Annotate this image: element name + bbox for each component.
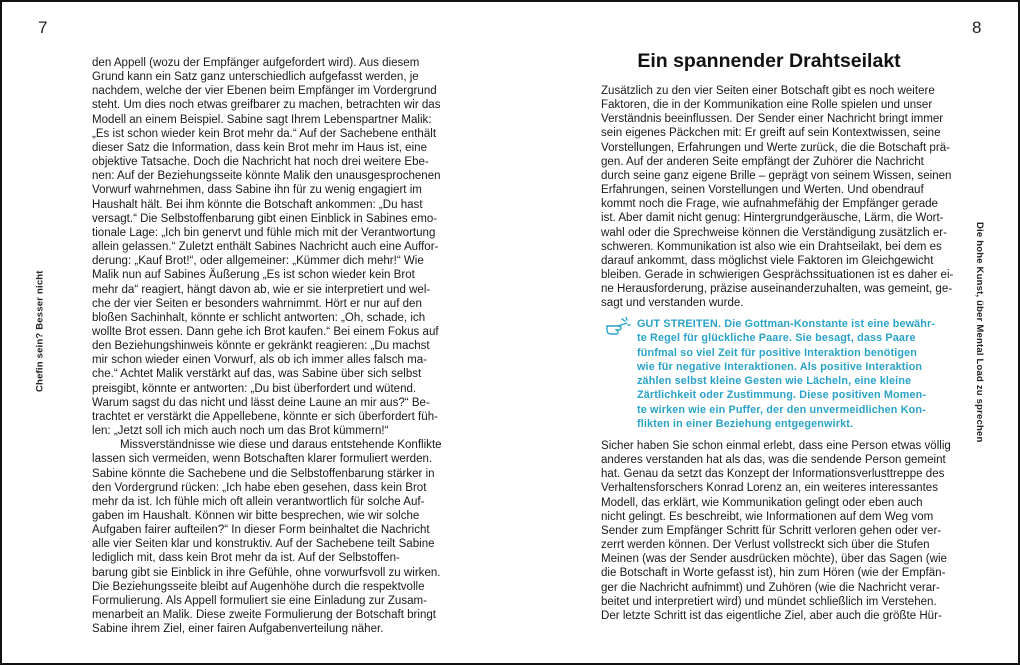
text-line: barung gibt sie Einblick in ihre Gefühle, ohne vorwurfsvoll zu wirken. — [92, 566, 441, 579]
text-line: Faktoren, die in der Kommunikation eine Rolle spielen und unser — [601, 99, 933, 112]
text-line: Formulierung. Als Appell formuliert sie eine Einladung zur Zusam- — [92, 594, 428, 607]
text-line: Sender zum Empfänger Schritt für Schritt verloren gehen oder ver- — [601, 524, 942, 537]
text-line: menarbeit an Malik. Diese zweite Formulierung der Botschaft bringt — [92, 609, 436, 622]
text-line: lediglich mit, dass kein Brot mehr da ist. Auf der Selbstoffen- — [92, 552, 400, 565]
left-page-body — [92, 56, 442, 636]
tip-box — [605, 317, 941, 431]
text-line: Zusätzlich zu den vier Seiten einer Botschaft gibt es noch weitere — [601, 85, 935, 97]
text-line: Missverständnisse wie diese und daraus entstehende Konflikte — [120, 439, 442, 452]
text-line: anderes verstanden hat als das, was die sendende Person gemeint — [601, 454, 946, 467]
tip-line: zählen selbst kleine Gesten wie Lächeln, eine kleine — [637, 375, 912, 388]
text-line: bleiben. Gerade in schwierigen Gesprächssituationen ist es daher ei- — [601, 269, 954, 282]
text-line: nicht gelingt. Es beschreibt, wie Informationen auf dem Weg vom — [601, 510, 934, 523]
text-line: bloßen Sachinhalt, könnte er schlicht antworten: „Oh, schade, ich — [92, 311, 426, 324]
text-line: dieser Satz die Information, dass kein Brot mehr im Haus ist, eine — [92, 141, 428, 154]
text-line: alle vier Seiten klar und konstruktiv. Auf der Sachebene teilt Sabine — [92, 538, 435, 551]
tip-line: GUT STREITEN. Die Gottman-Konstante ist eine bewähr- — [637, 318, 936, 330]
text-line: mehr da ist. Ich fühle mich oft allein verantwortlich für solche Auf- — [92, 495, 425, 508]
text-line: wollte Brot essen. Dann gehe ich Brot kaufen.“ Bei einem Fokus auf — [92, 325, 439, 338]
text-line: sagt und verstanden wurde. — [601, 297, 744, 310]
tip-text — [605, 317, 941, 431]
text-line: che.“ Achtet Malik verstärkt auf das, was Sabine über sich selbst — [92, 368, 422, 381]
text-line: nen: Auf der Beziehungsseite könnte Malik den unausgesprochenen — [92, 170, 441, 183]
text-line: trachtet er verstärkt die Appellebene, könnte er sich überfordert füh- — [92, 410, 438, 423]
text-line: gaben im Haushalt. Können wir bitte besprechen, wie wir solche — [92, 510, 420, 522]
text-line: schweren. Kommunikation ist also wie ein Drahtseilakt, bei dem es — [601, 240, 942, 253]
text-line: Verhaltensforschers Konrad Lorenz an, ein weiteres interessantes — [601, 482, 938, 495]
text-line: „Es ist schon wieder kein Brot mehr da.“ Auf der Sachebene enthält — [92, 127, 437, 140]
text-line: preisgibt, könnte er antworten: „Du bist überfordert und wütend. — [92, 382, 417, 395]
text-line: Warum sagst du das nicht und lässt deine Laune an mir aus?“ Be- — [92, 396, 430, 409]
text-line: tionale Lage: „Ich bin genervt und fühle mich mit der Verantwortung — [92, 226, 436, 239]
right-page-body-top — [601, 84, 954, 311]
text-line: den Beziehungshinweis könnte er gekränkt reagieren: „Du machst — [92, 340, 430, 353]
text-line: Grund kann ein Satz ganz unterschiedlich aufgefasst werden, je — [92, 71, 419, 84]
text-line: steht. Um dies noch etwas greifbarer zu machen, betrachten wir das — [92, 99, 441, 112]
tip-line: te Regel für glückliche Paare. Sie besagt, dass Paare — [637, 332, 916, 345]
text-line: Meinen (was der Sender ausdrücken möchte), über das Sagen (wie — [601, 553, 947, 566]
tip-line: te wirken wie ein Puffer, der den unvermeidlichen Kon- — [637, 403, 926, 416]
text-line: Sabine ihrem Ziel, einer fairen Aufgabenverteilung näher. — [92, 623, 384, 636]
text-line: kommt noch die Frage, wie aufnahmefähig der Empfänger gerade — [601, 198, 938, 211]
text-line: Der letzte Schritt ist das eigentliche Ziel, aber auch die größte Hür- — [601, 609, 942, 622]
text-line: derung: „Kauf Brot!“, oder allgemeiner: „Kümmer dich mehr!“ Wie — [92, 255, 424, 268]
text-line: gen. Auf der anderen Seite empfängt der Zuhörer die Nachricht — [601, 155, 924, 168]
page-number-right: 8 — [972, 18, 982, 37]
text-line: Aufgaben fairer aufteilen?“ In dieser Form beinhaltet die Nachricht — [92, 524, 430, 537]
right-page-body-bottom — [601, 439, 951, 623]
text-line: Malik nun auf Sabines Äußerung „Es ist schon wieder kein Brot — [92, 269, 415, 282]
text-line: ist. Aber damit nicht genug: Hintergrundgeräusche, Lärm, die Wort- — [601, 212, 944, 225]
text-line: objektive Tatsache. Doch die Nachricht hat noch drei weitere Ebe- — [92, 156, 429, 169]
text-line: wahl oder die Sprechweise können die Verständigung zusätzlich er- — [601, 226, 947, 239]
tip-line: wie für negative Interaktionen. Als positive Interaktion — [637, 360, 923, 373]
tip-line: fünfmal so viel Zeit für positive Interaktion benötigen — [637, 346, 918, 359]
text-line: mir schon wieder einen Vorwurf, als ob ich immer alles falsch ma- — [92, 354, 427, 367]
section-heading: Ein spannender Drahtseilakt — [637, 50, 901, 72]
text-line: che der vier Seiten er besonders wahrnimmt. Hört er nur auf den — [92, 297, 422, 310]
page-number-left: 7 — [38, 18, 48, 37]
text-line: mehr da“ reagiert, hängt davon ab, wie er sie interpretiert und wel- — [92, 283, 431, 296]
text-line: beitet und interpretiert wird) und mündet schließlich im Verstehen. — [601, 595, 937, 608]
text-line: nachdem, welche der vier Ebenen beim Empfänger im Vordergrund — [92, 85, 437, 98]
text-line: hat. Genau da setzt das Konzept der Informationsverlusttreppe des — [601, 468, 945, 481]
running-head-left: Chefin sein? Besser nicht — [34, 270, 46, 392]
text-line: durch seine ganz eigene Brille – geprägt von seinem Wissen, seinen — [601, 169, 952, 182]
pointing-hand-icon — [605, 317, 631, 337]
text-line: sein eigenes Päckchen mit: Er greift auf sein Kontextwissen, seine — [601, 127, 941, 140]
text-line: zerrt werden können. Der Verlust vollstreckt sich über die Stufen — [601, 539, 930, 552]
text-line: Modell, das erklärt, wie Kommunikation gelingt oder eben auch — [601, 496, 923, 509]
text-line: Sabine könnte die Sachebene und die Selbstoffenbarung stärker in — [92, 467, 435, 480]
text-line: lassen sich vermeiden, wenn Botschaften klarer formuliert werden. — [92, 453, 433, 466]
text-line: Vorwurf wahrnehmen, dass Sabine ihn für zu wenig engagiert im — [92, 184, 422, 197]
text-line: die Botschaft in Worte gefasst ist), hin zum Hören (wie der Empfän- — [601, 567, 946, 580]
text-line: ne Herausforderung, präzise auseinanderzuhalten, was gemeint, ge- — [601, 283, 953, 296]
text-line: Vorstellungen, Erfahrungen und Werte zurück, die die Botschaft prä- — [601, 141, 950, 154]
tip-line: Zärtlichkeit oder Zustimmung. Diese positiven Momen- — [637, 389, 927, 402]
text-line: Modell an einem Beispiel. Sabine sagt Ihrem Lebenspartner Malik: — [92, 113, 432, 126]
text-line: ger die Nachricht aufnimmt) und Zuhören (wie die Nachricht verar- — [601, 581, 940, 594]
text-line: Haushalt hält. Bei ihm könnte die Botschaft ankommen: „Du hast — [92, 198, 423, 211]
text-line: Die Beziehungsseite bleibt auf Augenhöhe durch die respektvolle — [92, 580, 425, 593]
running-head-right: Die hohe Kunst, über Mental Load zu sprechen — [974, 222, 985, 443]
text-line: allein gelassen.“ Zuletzt enthält Sabines Nachricht auch eine Auffor- — [92, 241, 439, 254]
text-line: darauf ankommt, dass möglichst viele Faktoren im Gleichgewicht — [601, 254, 934, 267]
text-line: len: „Jetzt soll ich mich auch noch um das Brot kümmern!“ — [92, 425, 389, 438]
text-line: Verständnis beeinflussen. Der Sender einer Nachricht bringt immer — [601, 113, 944, 126]
text-line: versagt.“ Die Selbstoffenbarung gibt einen Einblick in Sabines emo- — [92, 212, 438, 225]
text-line: Erfahrungen, seinen Vorstellungen und Werten. Und obendrauf — [601, 184, 924, 197]
text-line: den Appell (wozu der Empfänger aufgefordert wird). Aus diesem — [92, 57, 420, 69]
tip-line: flikten in einer Beziehung entgegenwirkt. — [637, 418, 854, 431]
text-line: den Vordergrund rücken: „Ich habe eben gesehen, dass kein Brot — [92, 481, 427, 494]
text-line: Sicher haben Sie schon einmal erlebt, dass eine Person etwas völlig — [601, 440, 951, 452]
